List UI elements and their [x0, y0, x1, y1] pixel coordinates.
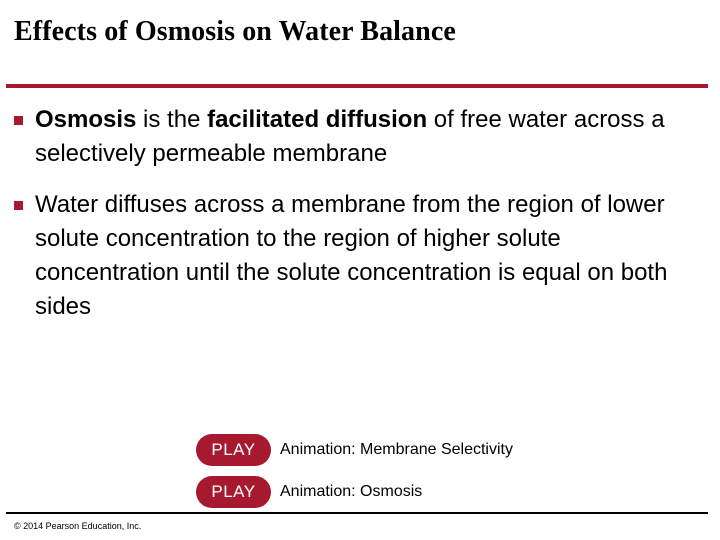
bullet-text: of free water across a selectively permeable membrane [35, 106, 665, 167]
title-divider [6, 84, 708, 88]
copyright-notice: © 2014 Pearson Education, Inc. [14, 521, 142, 531]
slide-title: Effects of Osmosis on Water Balance [14, 16, 456, 47]
animation-row-osmosis [196, 476, 422, 508]
bullet-item-osmosis-definition [14, 103, 704, 171]
bullet-square-icon [14, 201, 23, 210]
bullet-text: Water diffuses across a membrane from the region of lower solute concentration to the region of higher solute concentration until the solute concentration is equal on both sides [35, 191, 668, 320]
footer-divider [6, 512, 708, 514]
bullet-item-water-diffusion [14, 188, 704, 324]
play-button-osmosis[interactable]: PLAY [196, 476, 271, 508]
bullet-list [14, 103, 704, 341]
bullet-term-osmosis: Osmosis [35, 106, 137, 133]
bullet-term-facilitated-diffusion: facilitated diffusion [207, 106, 428, 133]
animation-row-membrane-selectivity [196, 434, 513, 466]
bullet-text: is the [136, 106, 208, 133]
animation-label-osmosis: Animation: Osmosis [280, 483, 423, 500]
bullet-square-icon [14, 116, 23, 125]
play-button-membrane-selectivity[interactable]: PLAY [196, 434, 271, 466]
animation-label-membrane-selectivity: Animation: Membrane Selectivity [280, 441, 513, 458]
